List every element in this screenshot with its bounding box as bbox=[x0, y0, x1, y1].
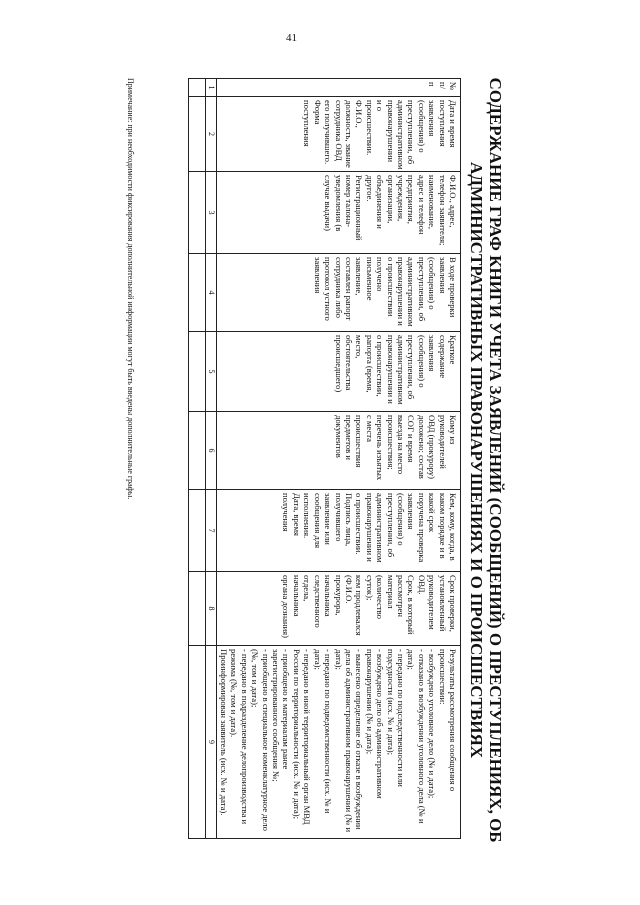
column-header: № п/п bbox=[216, 79, 460, 97]
column-number: 8 bbox=[205, 572, 216, 646]
page-number: 41 bbox=[286, 32, 297, 44]
empty-cell bbox=[188, 572, 205, 646]
empty-cell bbox=[188, 490, 205, 572]
title-line-2: АДМИНИСТРАТИВНЫХ ПРАВОНАРУШЕНИЯХ И О ПРОИСШЕСТВИЯХ bbox=[467, 161, 486, 759]
column-header: Результаты рассмотрения сообщения о происшествии: - возбуждено уголовное дело (№ и дата); - отказано в возбуждении уголовного дела (№ и дата); - передано по подследственности или подсудности (исх. № и дата); - возбуждено дело об административном правонарушении (№ и дата); - вынесено определение об отказе в возбуждении дела об административном правонарушении (№ и дата); - передано по подведомственности (исх. № и дата); - передано в иной территориальный орган МВД России по территориальности (исх. № и дата); - приобщено к материалам ранее зарегистрированного сообщения №; - приобщено в специальное номенклатурное дело (№, том и дата); - передано в подразделение делопроизводства и режима (№, том и дата). Проинформирован заявитель (исх. № и дата). bbox=[216, 646, 460, 839]
rotated-page-content bbox=[120, 60, 505, 860]
column-number: 4 bbox=[205, 254, 216, 332]
header-row bbox=[216, 79, 460, 839]
document-title bbox=[467, 60, 505, 860]
empty-cell bbox=[188, 332, 205, 412]
footnote: Примечание: при необходимости фиксирования дополнительной информации могут быть введены дополнительные графы. bbox=[126, 78, 135, 500]
column-number: 9 bbox=[205, 646, 216, 839]
column-number: 2 bbox=[205, 97, 216, 172]
registry-columns-table bbox=[188, 78, 461, 839]
column-number-row bbox=[205, 79, 216, 839]
column-number: 6 bbox=[205, 412, 216, 490]
column-header: Краткое содержание заявления (сообщения) о преступлении, об административном правонарушении и о происшествии, рапорта (время, место, обстоятельства происшедшего) bbox=[216, 332, 460, 412]
title-line-1: СОДЕРЖАНИЕ ГРАФ КНИГИ УЧЕТА ЗАЯВЛЕНИЙ (СООБЩЕНИЙ) О ПРЕСТУПЛЕНИЯХ, ОБ bbox=[486, 77, 505, 843]
column-header: Кем, кому, когда, в каком порядке и в какой срок поручена проверка заявления (сообщения) о преступлении, об административном правонарушении и о происшествии. Подпись лица, получившего заявление или сообщения для исполнения. Дата, время получения bbox=[216, 490, 460, 572]
column-number: 3 bbox=[205, 172, 216, 254]
column-header: Дата и время поступления заявления (сообщения) о преступлении, об административном правонарушении и о происшествии. Ф.И.О., должность, звание сотрудника ОВД его получившего. Форма поступления bbox=[216, 97, 460, 172]
empty-cell bbox=[188, 79, 205, 97]
column-header: В ходе проверки заявления (сообщения) о преступлении, об административном правонарушении и о происшествии получено письменное заявление, составлен рапорт сотрудника либо протокол устного заявления bbox=[216, 254, 460, 332]
empty-cell bbox=[188, 172, 205, 254]
column-number: 5 bbox=[205, 332, 216, 412]
empty-cell bbox=[188, 646, 205, 839]
column-header: Срок проверки, установленный руководителем ОВД. Срок, в который рассмотрен материал (количество суток); кем продлевался (Ф.И.О. прокурора, начальника следственного отдела, начальника органа дознания) bbox=[216, 572, 460, 646]
column-number: 7 bbox=[205, 490, 216, 572]
empty-row bbox=[188, 79, 205, 839]
column-header: Кому из руководителей ОВД (прокурору) доложено; состав СОГ и время выезда на место происшествия; перечень изъятых с места происшествия предметов и документов bbox=[216, 412, 460, 490]
empty-cell bbox=[188, 254, 205, 332]
empty-cell bbox=[188, 97, 205, 172]
column-number: 1 bbox=[205, 79, 216, 97]
empty-cell bbox=[188, 412, 205, 490]
column-header: Ф.И.О., адрес, телефон заявителя; наименование, адрес и телефон предприятия, учреждения, организации, объединения и другое. Регистрационный номер талона-уведомления (в случае выдачи) bbox=[216, 172, 460, 254]
